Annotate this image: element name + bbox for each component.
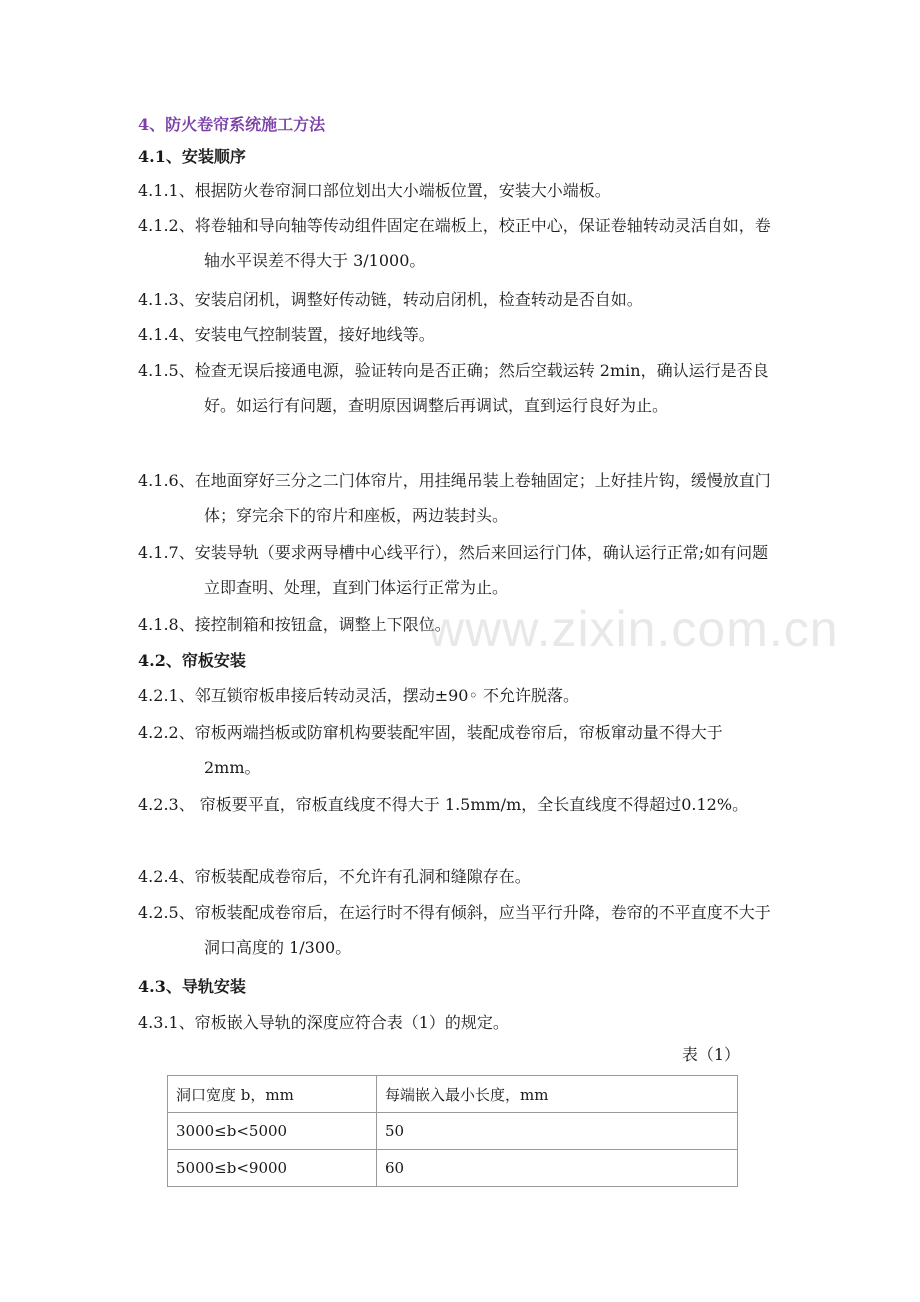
section-title-install-order: 4.1、安装顺序	[138, 147, 246, 166]
table-row	[168, 1150, 738, 1187]
table-caption: 表（1）	[681, 1045, 740, 1064]
table-header-cell: 每端嵌入最小长度，mm	[377, 1076, 738, 1113]
watermark-text: www.zixin.com.cn	[428, 601, 839, 657]
list-item-4-1-1: 4.1.1、根据防火卷帘洞口部位划出大小端板位置，安装大小端板。	[138, 181, 611, 200]
list-item-4-2-1: 4.2.1、邻互锁帘板串接后转动灵活，摆动±90◦ 不允许脱落。	[138, 686, 580, 705]
section-title-guide-rail: 4.3、导轨安装	[138, 977, 246, 996]
table-cell: 50	[377, 1113, 738, 1150]
list-item-4-1-7: 4.1.7、安装导轨（要求两导槽中心线平行），然后来回运行门体，确认运行正常;如有问题立即查明、处理，直到门体运行正常为止。	[138, 543, 769, 597]
list-item-4-1-3: 4.1.3、安装启闭机，调整好传动链，转动启闭机，检查转动是否自如。	[138, 290, 643, 309]
document-heading: 4、防火卷帘系统施工方法	[138, 115, 326, 134]
table-header-cell: 洞口宽度 b，mm	[168, 1076, 377, 1113]
list-item-4-2-2: 4.2.2、帘板两端挡板或防窜机构要装配牢固，装配成卷帘后，帘板窜动量不得大于 2mm。	[138, 723, 723, 777]
embed-depth-table	[167, 1075, 738, 1187]
section-title-curtain-plate: 4.2、帘板安装	[138, 651, 246, 670]
table-cell: 5000≤b<9000	[168, 1150, 377, 1187]
list-item-4-2-5: 4.2.5、帘板装配成卷帘后，在运行时不得有倾斜，应当平行升降，卷帘的不平直度不大于洞口高度的 1/300。	[138, 903, 771, 957]
list-item-4-1-4: 4.1.4、安装电气控制装置，接好地线等。	[138, 325, 435, 344]
list-item-4-1-6: 4.1.6、在地面穿好三分之二门体帘片，用挂绳吊装上卷轴固定；上好挂片钩，缓慢放直门体；穿完余下的帘片和座板，两边装封头。	[138, 471, 771, 525]
list-item-4-2-4: 4.2.4、帘板装配成卷帘后，不允许有孔洞和缝隙存在。	[138, 867, 531, 886]
list-item-4-3-1: 4.3.1、帘板嵌入导轨的深度应符合表（1）的规定。	[138, 1013, 509, 1032]
table-row	[168, 1113, 738, 1150]
list-item-4-2-3: 4.2.3、 帘板要平直，帘板直线度不得大于 1.5mm/m，全长直线度不得超过0.12%。	[138, 795, 749, 814]
table-cell: 60	[377, 1150, 738, 1187]
table-header-row	[168, 1076, 738, 1113]
list-item-4-1-2: 4.1.2、将卷轴和导向轴等传动组件固定在端板上，校正中心，保证卷轴转动灵活自如，卷轴水平误差不得大于 3/1000。	[138, 216, 771, 270]
table-cell: 3000≤b<5000	[168, 1113, 377, 1150]
list-item-4-1-5: 4.1.5、检查无误后接通电源，验证转向是否正确；然后空载运转 2min，确认运行是否良好。如运行有问题，查明原因调整后再调试，直到运行良好为止。	[138, 361, 769, 415]
list-item-4-1-8: 4.1.8、接控制箱和按钮盒，调整上下限位。	[138, 615, 451, 634]
